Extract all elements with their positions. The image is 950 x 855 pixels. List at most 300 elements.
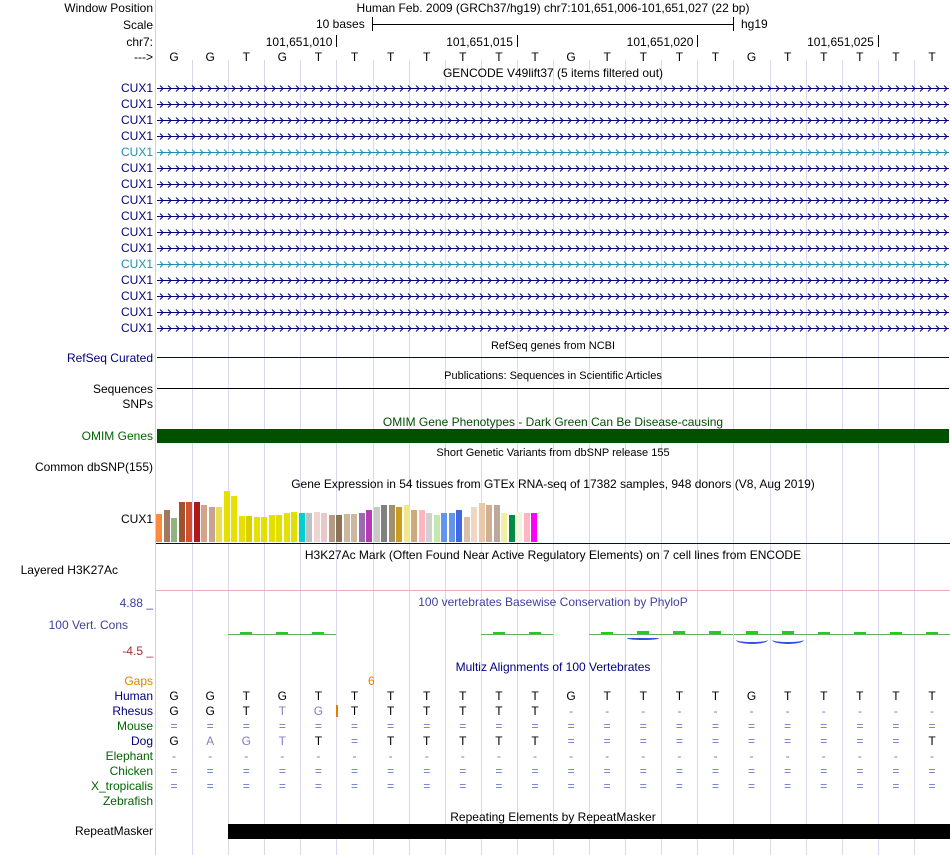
position-tick-label: 101,651,025	[807, 35, 874, 49]
gap-count: 6	[368, 674, 375, 688]
gtex-bar[interactable]	[374, 507, 380, 542]
aligned-base: -	[893, 704, 898, 718]
gtex-bar[interactable]	[381, 505, 387, 542]
gtex-label[interactable]: CUX1	[120, 512, 153, 526]
gtex-bar[interactable]	[434, 515, 440, 542]
multiz-species-label[interactable]: Mouse	[116, 719, 153, 733]
aligned-base: =	[928, 764, 936, 778]
gtex-bar[interactable]	[516, 512, 522, 542]
aligned-base: T	[783, 689, 792, 703]
multiz-species-bases	[156, 749, 950, 763]
aligned-base: -	[641, 749, 646, 763]
aligned-base: =	[603, 764, 611, 778]
aligned-base: T	[531, 689, 539, 703]
aligned-base: =	[423, 764, 431, 778]
aligned-base: =	[639, 764, 647, 778]
aligned-base: T	[928, 689, 936, 703]
phylop-baseline-mark	[481, 634, 517, 635]
aligned-base: T	[242, 704, 250, 718]
reference-base: T	[242, 50, 250, 64]
aligned-base: -	[930, 749, 935, 763]
aligned-base: =	[351, 764, 359, 778]
gencode-gene-label[interactable]: CUX1	[120, 145, 153, 159]
aligned-base: =	[892, 764, 900, 778]
gtex-bar[interactable]	[321, 513, 327, 542]
gtex-bar[interactable]	[216, 507, 222, 542]
aligned-base: G	[566, 689, 576, 703]
gencode-gene-label[interactable]: CUX1	[120, 305, 153, 319]
aligned-base: -	[496, 749, 501, 763]
reference-base: T	[820, 50, 828, 64]
gencode-gene-label[interactable]: CUX1	[120, 129, 153, 143]
multiz-species-label[interactable]: Elephant	[105, 749, 153, 763]
aligned-base: =	[242, 719, 250, 733]
aligned-base: A	[206, 734, 215, 748]
gencode-gene-track-line[interactable]	[157, 180, 949, 189]
multiz-title[interactable]: Multiz Alignments of 100 Vertebrates	[455, 660, 651, 674]
gtex-bar[interactable]	[291, 512, 297, 542]
gtex-bar[interactable]	[201, 505, 207, 542]
gencode-gene-track-line[interactable]	[157, 244, 949, 253]
aligned-base: -	[280, 749, 285, 763]
reference-base: T	[603, 50, 611, 64]
gtex-bar[interactable]	[224, 491, 230, 542]
aligned-base: T	[639, 689, 647, 703]
gtex-bar[interactable]	[464, 517, 470, 542]
aligned-base: =	[675, 719, 683, 733]
gtex-bar[interactable]	[329, 515, 335, 542]
aligned-base: =	[639, 779, 647, 793]
aligned-base: =	[856, 764, 864, 778]
gtex-bar[interactable]	[389, 505, 395, 542]
gtex-bar[interactable]	[404, 505, 410, 542]
aligned-base: =	[459, 779, 467, 793]
scale-text: 10 bases	[316, 17, 365, 31]
aligned-base: G	[169, 734, 179, 748]
aligned-base: =	[748, 734, 756, 748]
aligned-base: -	[172, 749, 177, 763]
gencode-gene-label[interactable]: CUX1	[120, 81, 153, 95]
aligned-base: -	[857, 749, 862, 763]
gtex-bar[interactable]	[494, 505, 500, 542]
gtex-bar[interactable]	[299, 513, 305, 542]
gencode-gene-track-line[interactable]	[157, 292, 949, 301]
gtex-bar[interactable]	[156, 514, 162, 542]
gtex-bar[interactable]	[164, 510, 170, 542]
reference-base: T	[675, 50, 684, 64]
gaps-label: Gaps	[124, 674, 153, 688]
phylop-neg-mark	[772, 636, 804, 644]
aligned-base: -	[857, 704, 862, 718]
reference-base: T	[783, 50, 792, 64]
gtex-bar[interactable]	[426, 513, 432, 542]
aligned-base: =	[567, 734, 575, 748]
gencode-gene-label[interactable]: CUX1	[120, 241, 153, 255]
aligned-base: -	[244, 749, 249, 763]
gencode-gene-label[interactable]: CUX1	[120, 97, 153, 111]
reference-base: T	[639, 50, 647, 64]
phylop-neg-mark	[627, 636, 659, 640]
aligned-base: T	[459, 689, 467, 703]
multiz-species-label[interactable]: Dog	[130, 734, 153, 748]
refseq-title[interactable]: RefSeq genes from NCBI	[490, 340, 616, 352]
phylop-baseline-mark	[264, 634, 300, 635]
aligned-base: -	[641, 704, 646, 718]
phylop-baseline-mark	[806, 634, 842, 635]
aligned-base: T	[603, 689, 611, 703]
aligned-base: T	[928, 734, 936, 748]
aligned-base: G	[205, 704, 215, 718]
aligned-base: =	[206, 779, 214, 793]
multiz-species-label[interactable]: Chicken	[109, 764, 153, 778]
multiz-species-bases	[156, 689, 950, 703]
multiz-species-label[interactable]: Zebrafish	[102, 794, 153, 808]
aligned-base: -	[821, 749, 826, 763]
h3k27ac-title[interactable]: H3K27Ac Mark (Often Found Near Active Regulatory Elements) on 7 cell lines from ENCODE	[304, 548, 802, 562]
gtex-bar[interactable]	[411, 510, 417, 542]
gencode-gene-label[interactable]: CUX1	[120, 209, 153, 223]
aligned-base: -	[460, 749, 465, 763]
chrom-label: chr7:	[126, 35, 153, 49]
reference-base: G	[746, 50, 757, 64]
aligned-base: -	[785, 704, 790, 718]
repeatmasker-label[interactable]: RepeatMasker	[74, 824, 153, 838]
gencode-gene-track-line[interactable]	[157, 84, 949, 93]
aligned-base: =	[675, 764, 683, 778]
reference-base: G	[205, 50, 215, 64]
aligned-base: -	[893, 749, 898, 763]
aligned-base: T	[495, 689, 503, 703]
aligned-base: =	[675, 779, 683, 793]
omim-bar[interactable]	[157, 429, 949, 443]
gtex-bar[interactable]	[209, 507, 215, 542]
gtex-bar[interactable]	[344, 514, 350, 542]
gtex-bar[interactable]	[471, 507, 477, 542]
phylop-baseline-mark	[228, 634, 264, 635]
gencode-gene-track-line[interactable]	[157, 228, 949, 237]
aligned-base: G	[746, 689, 757, 703]
aligned-base: T	[314, 689, 323, 703]
gtex-bar[interactable]	[449, 513, 455, 542]
aligned-base: T	[531, 734, 539, 748]
aligned-base: -	[605, 749, 610, 763]
multiz-species-bases	[156, 779, 950, 793]
gtex-bar[interactable]	[171, 518, 177, 542]
repeatmasker-title[interactable]: Repeating Elements by RepeatMasker	[450, 810, 656, 824]
aligned-base: =	[567, 779, 575, 793]
reference-base: G	[566, 50, 576, 64]
gencode-gene-label[interactable]: CUX1	[120, 193, 153, 207]
aligned-base: =	[423, 779, 431, 793]
aligned-base: -	[677, 704, 682, 718]
aligned-base: -	[532, 749, 537, 763]
aligned-base: =	[351, 734, 359, 748]
gtex-bar[interactable]	[396, 507, 402, 542]
phylop-baseline-mark	[625, 634, 661, 635]
gtex-baseline	[156, 543, 950, 544]
aligned-base: =	[531, 764, 539, 778]
aligned-base: T	[711, 689, 720, 703]
aligned-base: =	[748, 764, 756, 778]
aligned-base: -	[605, 704, 610, 718]
aligned-base: T	[386, 704, 395, 718]
gtex-bar[interactable]	[284, 513, 290, 542]
phylop-baseline-mark	[878, 634, 914, 635]
aligned-base: =	[784, 719, 792, 733]
position-tick-label: 101,651,020	[626, 35, 694, 49]
dbsnp-title[interactable]: Short Genetic Variants from dbSNP release 155	[436, 447, 670, 459]
aligned-base: G	[241, 734, 251, 748]
aligned-base: -	[424, 749, 429, 763]
gtex-bar[interactable]	[509, 515, 515, 542]
omim-label[interactable]: OMIM Genes	[81, 429, 153, 443]
aligned-base: =	[423, 719, 431, 733]
aligned-base: =	[242, 779, 250, 793]
aligned-base: =	[820, 719, 828, 733]
aligned-base: G	[169, 689, 179, 703]
gtex-bar[interactable]	[254, 517, 260, 542]
multiz-species-bases	[156, 764, 950, 778]
gtex-bar[interactable]	[239, 516, 245, 542]
reference-base: T	[892, 50, 900, 64]
gencode-gene-label[interactable]: CUX1	[120, 161, 153, 175]
gtex-bar[interactable]	[261, 517, 267, 542]
aligned-base: =	[170, 719, 178, 733]
gtex-bar[interactable]	[246, 516, 252, 542]
aligned-base: =	[567, 764, 575, 778]
aligned-base: -	[352, 749, 357, 763]
gencode-gene-track-line[interactable]	[157, 100, 949, 109]
aligned-base: =	[170, 779, 178, 793]
phylop-baseline-mark	[300, 634, 336, 635]
aligned-base: =	[459, 764, 467, 778]
gtex-bar[interactable]	[531, 513, 537, 542]
gencode-gene-label[interactable]: CUX1	[120, 321, 153, 335]
position-tick-label: 101,651,015	[446, 35, 513, 49]
gencode-gene-track-line[interactable]	[157, 164, 949, 173]
aligned-base: =	[278, 764, 286, 778]
gtex-bar[interactable]	[351, 514, 357, 542]
gencode-gene-track-line[interactable]	[157, 260, 949, 269]
aligned-base: =	[603, 779, 611, 793]
aligned-base: =	[892, 719, 900, 733]
aligned-base: T	[820, 689, 828, 703]
aligned-base: =	[351, 719, 359, 733]
phylop-neg-mark	[736, 636, 768, 644]
gencode-gene-track-line[interactable]	[157, 132, 949, 141]
phylop-track[interactable]	[156, 610, 950, 660]
gtex-bar[interactable]	[441, 513, 447, 542]
reference-base: T	[928, 50, 936, 64]
aligned-base: =	[206, 764, 214, 778]
publications-title[interactable]: Publications: Sequences in Scientific Articles	[444, 370, 662, 382]
aligned-base: =	[784, 779, 792, 793]
gtex-chart[interactable]	[156, 491, 556, 542]
reference-base: T	[459, 50, 467, 64]
aligned-base: G	[277, 689, 287, 703]
multiz-species-bases	[156, 719, 950, 733]
h3k27ac-label[interactable]: Layered H3K27Ac	[20, 563, 118, 577]
aligned-base: =	[495, 779, 503, 793]
aligned-base: T	[278, 734, 286, 748]
gencode-gene-label[interactable]: CUX1	[120, 273, 153, 287]
gtex-bar[interactable]	[194, 502, 200, 542]
reference-bases	[156, 50, 950, 64]
gtex-bar[interactable]	[456, 510, 462, 542]
reference-base: T	[386, 50, 395, 64]
h3k27ac-baseline	[156, 590, 950, 591]
aligned-base: T	[423, 689, 431, 703]
scale-tick-right	[733, 17, 734, 31]
aligned-base: =	[170, 764, 178, 778]
publications-line[interactable]	[157, 388, 949, 389]
aligned-base: T	[459, 734, 467, 748]
publications-label-bottom[interactable]: SNPs	[122, 397, 153, 411]
gtex-bar[interactable]	[314, 512, 320, 542]
gtex-bar[interactable]	[306, 513, 312, 542]
aligned-base: T	[675, 689, 684, 703]
aligned-base: =	[711, 764, 719, 778]
phylop-baseline-mark	[914, 634, 950, 635]
gtex-bar[interactable]	[186, 502, 192, 542]
phylop-baseline-mark	[842, 634, 878, 635]
gtex-bar[interactable]	[419, 510, 425, 542]
position-tick	[517, 35, 518, 47]
aligned-base: =	[639, 734, 647, 748]
dbsnp-label[interactable]: Common dbSNP(155)	[34, 460, 153, 474]
omim-title[interactable]: OMIM Gene Phenotypes - Dark Green Can Be Disease-causing	[382, 415, 724, 429]
gencode-title[interactable]: GENCODE V49lift37 (5 items filtered out)	[442, 66, 664, 80]
phylop-min: -4.5 _	[122, 644, 153, 658]
gencode-gene-label[interactable]: CUX1	[120, 289, 153, 303]
aligned-base: =	[711, 779, 719, 793]
gtex-bar[interactable]	[336, 515, 342, 542]
aligned-base: G	[313, 704, 324, 718]
aligned-base: =	[784, 734, 792, 748]
position-tick	[878, 35, 879, 47]
aligned-base: -	[388, 749, 393, 763]
phylop-baseline-mark	[734, 634, 770, 635]
aligned-base: =	[892, 779, 900, 793]
aligned-base: =	[495, 764, 503, 778]
gencode-gene-track-line[interactable]	[157, 308, 949, 317]
gencode-gene-track-line[interactable]	[157, 324, 949, 333]
aligned-base: =	[711, 719, 719, 733]
scale-label: Scale	[122, 18, 153, 32]
aligned-base: =	[351, 779, 359, 793]
gtex-bar[interactable]	[179, 502, 185, 542]
aligned-base: =	[856, 719, 864, 733]
gencode-gene-track-line[interactable]	[157, 116, 949, 125]
gtex-title[interactable]: Gene Expression in 54 tissues from GTEx RNA-seq of 17382 samples, 948 donors (V8, Aug 2019)	[291, 477, 815, 491]
aligned-base: -	[569, 749, 574, 763]
aligned-base: -	[569, 704, 574, 718]
gtex-bar[interactable]	[501, 513, 507, 542]
aligned-base: T	[386, 689, 395, 703]
gtex-bar[interactable]	[276, 515, 282, 542]
aligned-base: =	[639, 719, 647, 733]
multiz-species-bases	[156, 704, 950, 718]
phylop-title[interactable]: 100 vertebrates Basewise Conservation by PhyloP	[418, 595, 688, 609]
aligned-base: -	[821, 704, 826, 718]
gtex-bar[interactable]	[231, 496, 237, 542]
phylop-baseline-mark	[697, 634, 733, 635]
position-tick-label: 101,651,010	[265, 35, 333, 49]
gencode-gene-track-line[interactable]	[157, 212, 949, 221]
reference-base: T	[423, 50, 431, 64]
aligned-base: T	[242, 689, 250, 703]
phylop-baseline-mark	[517, 634, 553, 635]
aligned-base: T	[386, 734, 395, 748]
phylop-label[interactable]: 100 Vert. Cons	[48, 618, 128, 632]
aligned-base: =	[784, 764, 792, 778]
multiz-species-label[interactable]: Human	[114, 689, 153, 703]
aligned-base: T	[423, 704, 431, 718]
reference-base: T	[531, 50, 539, 64]
aligned-base: =	[387, 764, 395, 778]
aligned-base: T	[856, 689, 864, 703]
aligned-base: =	[206, 719, 214, 733]
aligned-base: =	[603, 719, 611, 733]
gencode-gene-label[interactable]: CUX1	[120, 257, 153, 271]
reference-base: T	[350, 50, 359, 64]
aligned-base: -	[677, 749, 682, 763]
gencode-gene-track-line[interactable]	[157, 148, 949, 157]
aligned-base: T	[495, 734, 503, 748]
aligned-base: =	[603, 734, 611, 748]
insertion-marker	[336, 705, 338, 717]
aligned-base: T	[278, 704, 286, 718]
gencode-gene-label[interactable]: CUX1	[120, 225, 153, 239]
reference-base: G	[169, 50, 179, 64]
aligned-base: G	[169, 704, 179, 718]
aligned-base: =	[387, 779, 395, 793]
repeatmasker-bar[interactable]	[228, 824, 950, 839]
gencode-gene-label[interactable]: CUX1	[120, 113, 153, 127]
assembly-title[interactable]: Human Feb. 2009 (GRCh37/hg19) chr7:101,651,006-101,651,027 (22 bp)	[356, 1, 750, 15]
gencode-gene-track-line[interactable]	[157, 196, 949, 205]
gtex-bar[interactable]	[359, 513, 365, 542]
aligned-base: =	[531, 779, 539, 793]
gtex-bar[interactable]	[366, 510, 372, 542]
multiz-species-label[interactable]: X_tropicalis	[90, 779, 153, 793]
aligned-base: =	[820, 779, 828, 793]
gencode-gene-track-line[interactable]	[157, 276, 949, 285]
aligned-base: =	[748, 779, 756, 793]
aligned-base: T	[892, 689, 900, 703]
refseq-label[interactable]: RefSeq Curated	[66, 351, 153, 365]
gtex-bar[interactable]	[479, 503, 485, 542]
aligned-base: =	[928, 779, 936, 793]
position-ruler	[156, 35, 950, 49]
aligned-base: =	[856, 779, 864, 793]
aligned-base: =	[856, 734, 864, 748]
phylop-baseline-mark	[589, 634, 625, 635]
strand-label: --->	[134, 50, 153, 64]
phylop-baseline-mark	[661, 634, 697, 635]
reference-base: T	[856, 50, 864, 64]
gtex-bar[interactable]	[269, 515, 275, 542]
multiz-species-label[interactable]: Rhesus	[112, 704, 153, 718]
gtex-bar[interactable]	[524, 513, 530, 542]
aligned-base: T	[495, 704, 503, 718]
publications-label-top[interactable]: Sequences	[92, 382, 153, 396]
aligned-base: =	[711, 734, 719, 748]
aligned-base: =	[531, 719, 539, 733]
refseq-line[interactable]	[157, 357, 949, 358]
gtex-bar[interactable]	[486, 505, 492, 542]
gencode-gene-label[interactable]: CUX1	[120, 177, 153, 191]
